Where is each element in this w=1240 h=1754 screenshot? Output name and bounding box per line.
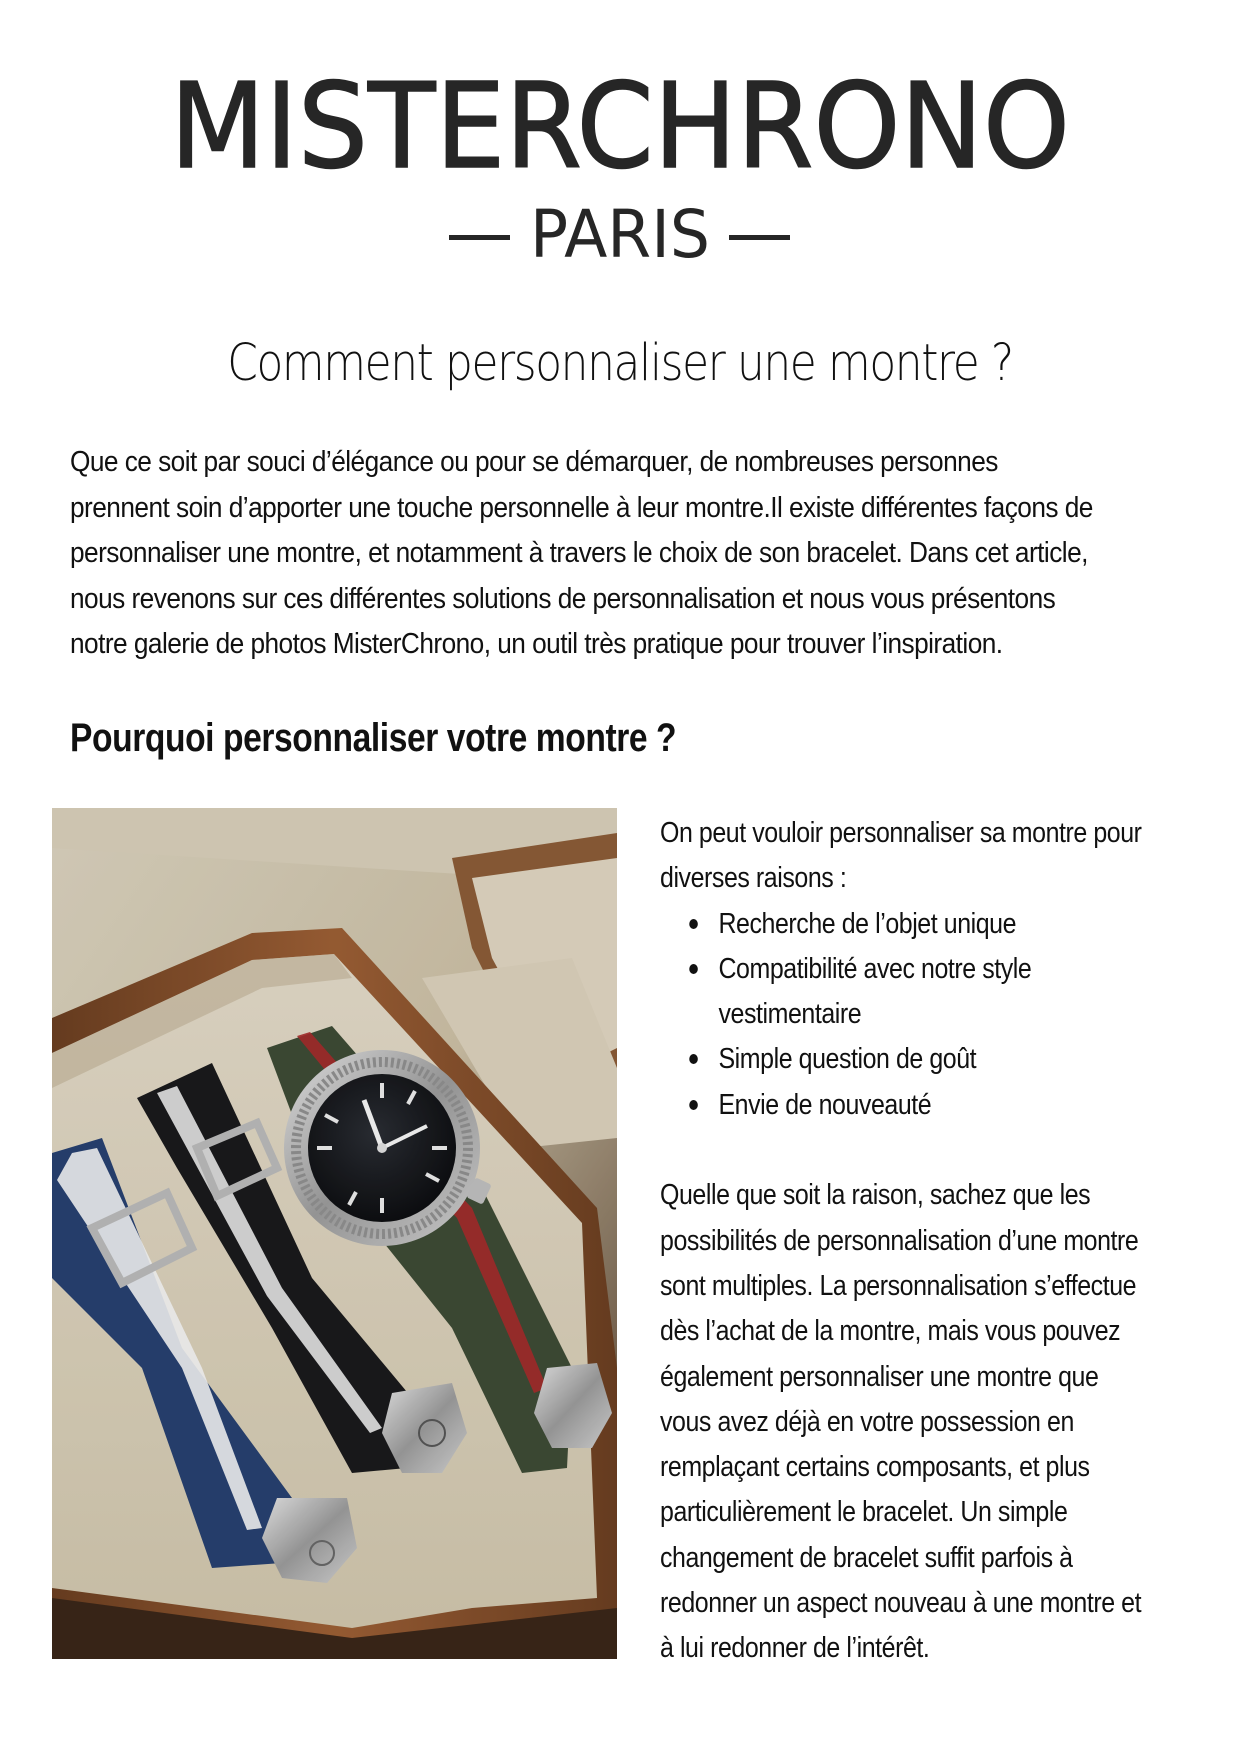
misterchrono-logo xyxy=(0,70,1240,280)
watch-straps-illustration xyxy=(52,808,617,1659)
logo-graphic xyxy=(0,70,1240,280)
reasons-column xyxy=(660,811,1142,1672)
section-heading: Pourquoi personnaliser votre montre ? xyxy=(70,716,677,760)
logo-brand-text: MISTERCHRONO xyxy=(170,70,1070,195)
logo-dash-right xyxy=(729,235,790,240)
watch-straps-photo xyxy=(52,808,617,1659)
logo-dash-left xyxy=(449,235,510,240)
reason-item: Compatibilité avec notre style vestimentaire xyxy=(689,947,1141,1038)
reason-item: Envie de nouveauté xyxy=(689,1083,1141,1128)
reason-item: Recherche de l’objet unique xyxy=(689,902,1141,947)
reasons-lead: On peut vouloir personnaliser sa montre pour diverses raisons : xyxy=(660,817,1142,895)
logo-city-text: PARIS xyxy=(530,196,710,273)
intro-paragraph: Que ce soit par souci d’élégance ou pour se démarquer, de nombreuses personnes prennent soin d’apporter une touche personnelle à leur montre.Il existe différentes façons de personnaliser une montre, et notamment à travers le choix de son bracelet. Dans cet article, nous revenons sur ces différentes solutions de personnalisation et nous vous présentons notre galerie de photos MisterChrono, un outil très pratique pour trouver l’inspiration. xyxy=(70,446,1093,660)
reasons-list xyxy=(660,902,1142,1128)
customization-paragraph: Quelle que soit la raison, sachez que les possibilités de personnalisation d’une montre sont multiples. La personnalisation s’effectue dès l’achat de la montre, mais vous pouvez également personnaliser une montre que vous avez déjà en votre possession en remplaçant certains composants, et plus particulièrement le bracelet. Un simple changement de bracelet suffit parfois à redonner un aspect nouveau à une montre et à lui redonner de l’intérêt. xyxy=(660,1179,1142,1665)
page-title: Comment personnaliser une montre ? xyxy=(227,334,1013,393)
paragraph-spacer xyxy=(660,1128,1142,1173)
reason-item: Simple question de goût xyxy=(689,1037,1141,1082)
